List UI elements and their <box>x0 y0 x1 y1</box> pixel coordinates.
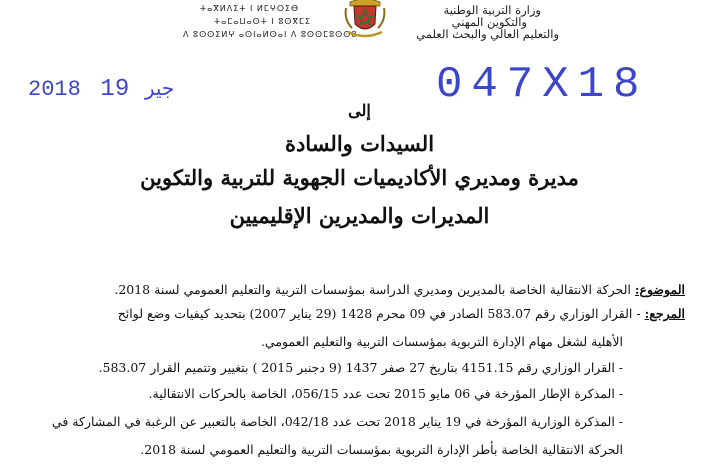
addressee-line-2: مديرة ومديري الأكاديميات الجهوية للتربية والتكوين <box>140 165 579 190</box>
reference-item-1: - القرار الوزاري رقم 583.07 الصادر في 09 محرم 1428 (29 يناير 2007) بتحديد كيفيات وضع لوائح <box>117 306 641 321</box>
reference-item-3: - المذكرة الإطار المؤرخة في 06 مايو 2015 تحت عدد 056/15، الخاصة بالحركات الانتقالية. <box>148 386 623 401</box>
addressee-to: إلى <box>348 101 371 120</box>
addressee-line-1: السيدات والسادة <box>284 131 435 156</box>
reference-item-4: - المذكرة الوزارية المؤرخة في 19 يناير 2018 تحت عدد 042/18، الخاصة بالتعبير عن الرغبة في المشاركة في <box>51 414 623 429</box>
ministry-line-2: والتكوين المهني <box>451 15 527 29</box>
subject-line <box>114 282 685 297</box>
coat-of-arms <box>342 0 388 40</box>
addressee-line-3: المديرات والمديرين الإقليميين <box>229 203 490 228</box>
tifinagh-line-3: ⴷ ⵓⵙⵙⵉⵍⵖ ⴰⵙⵏⴰⵍⵙⴰⵏ ⴷ ⵓⵙⵙⵎⵓⵙⵙⵓ <box>183 30 358 39</box>
stamp-date <box>28 76 174 103</box>
stamp-date-year: 2018 <box>28 77 81 102</box>
stamp-date-month: جير <box>144 76 175 100</box>
reference-item-2: - القرار الوزاري رقم 4151.15 بتاريخ 27 صفر 1437 (9 دجنبر 2015 ) بتغيير وتتميم القرار 583.07. <box>98 360 623 375</box>
reference-line-1 <box>118 306 685 321</box>
reference-item-1-cont: الأهلية لشغل مهام الإدارة التربوية بمؤسسات التربية والتعليم العمومي. <box>260 334 623 349</box>
reference-number: 047X18 <box>436 60 649 110</box>
subject-text: الحركة الانتقالية الخاصة بالمديرين ومديري الدراسة بمؤسسات التربية والتعليم العمومي لسنة 2018. <box>114 282 631 297</box>
stamp-date-day: 19 <box>100 76 130 103</box>
reference-item-4-cont: الحركة الانتقالية الخاصة بأطر الإدارة التربوية بمؤسسات التربية والتعليم العمومي لسنة 2018. <box>140 442 623 457</box>
ministry-line-1: وزارة التربية الوطنية <box>443 3 541 17</box>
references-label: المرجع: <box>644 306 685 321</box>
tifinagh-line-1: ⵜⴰⴳⵍⴷⵉⵜ ⵏ ⵍⵎⵖⵔⵉⴱ <box>200 4 300 13</box>
ministry-line-3: والتعليم العالي والبحث العلمي <box>416 27 559 41</box>
tifinagh-line-2: ⵜⴰⵎⴰⵡⴰⵙⵜ ⵏ ⵓⵙⴳⵎⵉ <box>214 17 311 26</box>
subject-label: الموضوع: <box>634 282 685 297</box>
